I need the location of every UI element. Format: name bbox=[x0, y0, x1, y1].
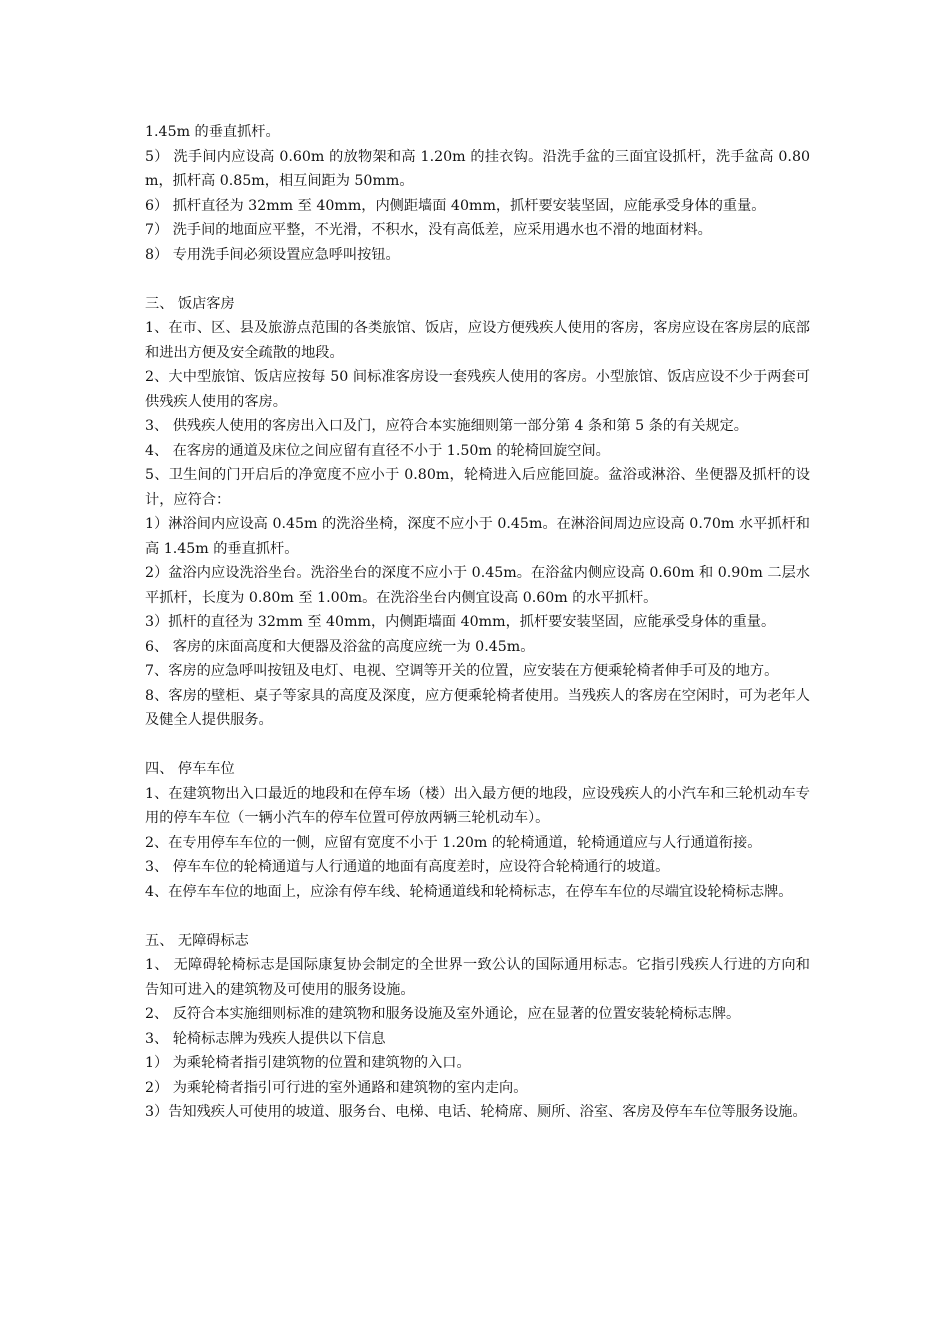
paragraph: 1、在市、区、县及旅游点范围的各类旅馆、饭店，应设方便残疾人使用的客房，客房应设在客房层的底部和进出方便及安全疏散的地段。 bbox=[145, 320, 810, 361]
paragraph: 3）抓杆的直径为 32mm 至 40mm，内侧距墙面 40mm，抓杆要安装坚固，应能承受身体的重量。 bbox=[145, 614, 776, 630]
paragraph: 8、客房的壁柜、桌子等家具的高度及深度，应方便乘轮椅者使用。当残疾人的客房在空闲时，可为老年人及健全人提供服务。 bbox=[145, 687, 810, 728]
paragraph: 2）盆浴内应设洗浴坐台。洗浴坐台的深度不应小于 0.45m。在浴盆内侧应设高 0.60m 和 0.90m 二层水平抓杆，长度为 0.80m 至 1.00m。在洗浴坐台内侧宜设高 0.60m 的水平抓杆。 bbox=[145, 565, 810, 606]
section-heading: 三、 饭店客房 bbox=[145, 295, 235, 312]
paragraph: 3、 停车车位的轮椅通道与人行通道的地面有高度差时，应设符合轮椅通行的坡道。 bbox=[145, 859, 670, 875]
paragraph: 3）告知残疾人可使用的坡道、服务台、电梯、电话、轮椅席、厕所、浴室、客房及停车车位等服务设施。 bbox=[145, 1104, 807, 1120]
paragraph: 2） 为乘轮椅者指引可行进的室外通路和建筑物的室内走向。 bbox=[145, 1079, 528, 1096]
paragraph: 5、卫生间的门开启后的净宽度不应小于 0.80m，轮椅进入后应能回旋。盆浴或淋浴、坐便器及抓杆的设计，应符合： bbox=[145, 467, 810, 508]
paragraph: 1、在建筑物出入口最近的地段和在停车场（楼）出入最方便的地段，应设残疾人的小汽车和三轮机动车专用的停车车位（一辆小汽车的停车位置可停放两辆三轮机动车）。 bbox=[145, 785, 810, 826]
paragraph: 1、 无障碍轮椅标志是国际康复协会制定的全世界一致公认的国际通用标志。它指引残疾人行进的方向和告知可进入的建筑物及可使用的服务设施。 bbox=[145, 957, 810, 998]
paragraph: 7、客房的应急呼叫按钮及电灯、电视、空调等开关的位置，应安装在方便乘轮椅者伸手可及的地方。 bbox=[145, 663, 779, 679]
paragraph: 1） 为乘轮椅者指引建筑物的位置和建筑物的入口。 bbox=[145, 1055, 471, 1071]
paragraph: 6、 客房的床面高度和大便器及浴盆的高度应统一为 0.45m。 bbox=[145, 638, 535, 655]
paragraph: 2、 反符合本实施细则标准的建筑物和服务设施及室外通论，应在显著的位置安装轮椅标志牌。 bbox=[145, 1006, 741, 1022]
paragraph: 3、 供残疾人使用的客房出入口及门，应符合本实施细则第一部分第 4 条和第 5 条的有关规定。 bbox=[145, 418, 748, 434]
paragraph: 4、在停车车位的地面上，应涂有停车线、轮椅通道线和轮椅标志，在停车车位的尽端宜设轮椅标志牌。 bbox=[145, 883, 793, 900]
paragraph: 1.45m 的垂直抓杆。 bbox=[145, 124, 280, 140]
paragraph: 2、在专用停车车位的一侧，应留有宽度不小于 1.20m 的轮椅通道，轮椅通道应与人行通道衔接。 bbox=[145, 834, 762, 851]
paragraph: 1）淋浴间内应设高 0.45m 的洗浴坐椅，深度不应小于 0.45m。在淋浴间周边应设高 0.70m 水平抓杆和高 1.45m 的垂直抓杆。 bbox=[145, 516, 810, 557]
paragraph: 4、 在客房的通道及床位之间应留有直径不小于 1.50m 的轮椅回旋空间。 bbox=[145, 442, 610, 459]
paragraph: 2、大中型旅馆、饭店应按每 50 间标准客房设一套残疾人使用的客房。小型旅馆、饭店应设不少于两套可供残疾人使用的客房。 bbox=[145, 369, 810, 410]
paragraph: 8） 专用洗手间必须设置应急呼叫按钮。 bbox=[145, 246, 400, 263]
document-body bbox=[145, 120, 810, 1125]
blank-line bbox=[145, 904, 810, 929]
section-heading: 四、 停车车位 bbox=[145, 761, 235, 777]
paragraph: 6） 抓杆直径为 32mm 至 40mm，内侧距墙面 40mm，抓杆要安装坚固，应能承受身体的重量。 bbox=[145, 197, 766, 214]
blank-line bbox=[145, 267, 810, 292]
paragraph: 3、 轮椅标志牌为残疾人提供以下信息 bbox=[145, 1030, 386, 1047]
paragraph: 7） 洗手间的地面应平整，不光滑，不积水，没有高低差，应采用遇水也不滑的地面材料。 bbox=[145, 222, 712, 238]
paragraph: 5） 洗手间内应设高 0.60m 的放物架和高 1.20m 的挂衣钩。沿洗手盆的三面宜设抓杆，洗手盆高 0.80m，抓杆高 0.85m，相互间距为 50mm。 bbox=[145, 148, 810, 189]
section-heading: 五、 无障碍标志 bbox=[145, 932, 249, 949]
blank-line bbox=[145, 733, 810, 758]
